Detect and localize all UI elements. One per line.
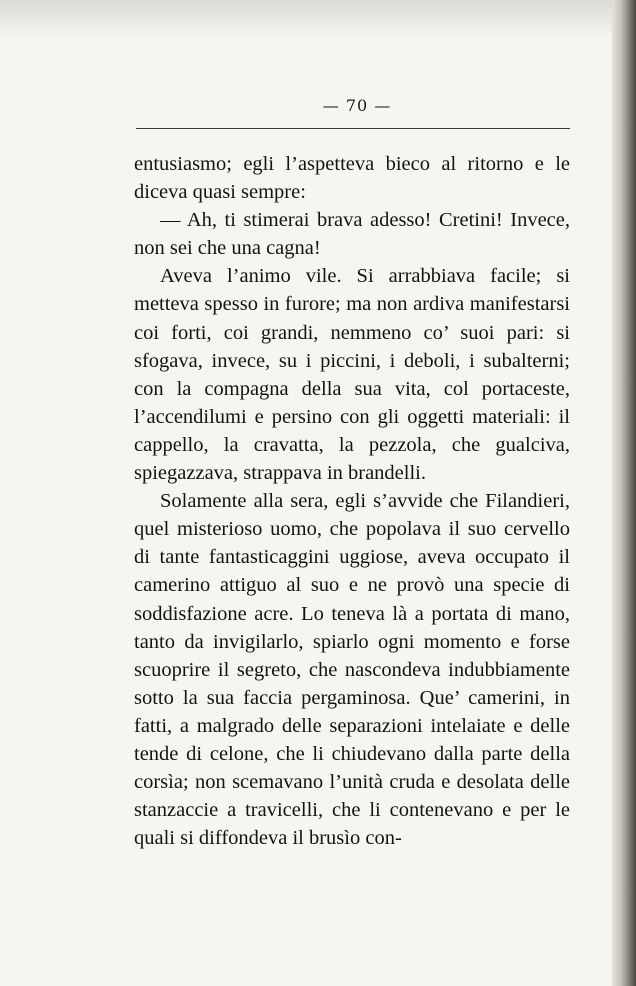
page-number: — 70 — (322, 96, 392, 115)
page-binding-edge (612, 0, 636, 986)
paragraph: Solamente alla sera, egli s’avvide che Filandieri, quel misterioso uomo, che popolava il suo cervello di tante fantasticaggini uggiose, aveva occupato il camerino attiguo al suo e ne provò una specie di soddisfazione acre. Lo teneva là a portata di mano, tanto da invigilarlo, spiarlo ogni momento e forse scuoprire il segreto, che nascondeva indubbiamente sotto la sua faccia pergaminosa. Que’ camerini, in fatti, a malgrado delle separazioni intelaiate e delle tende di celone, che li chiudevano dalla parte della corsìa; non scemavano l’unità cruda e desolata delle stanzaccie a travicelli, che li contenevano e per le quali si diffondeva il brusìo con- (134, 490, 570, 850)
header-rule (136, 128, 570, 129)
body-text (134, 150, 570, 852)
paragraph-dialogue: — Ah, ti stimerai brava adesso! Cretini! Invece, non sei che una cagna! (134, 209, 570, 260)
paragraph-continuation: entusiasmo; egli l’aspetteva bieco al ritorno e le diceva quasi sempre: (134, 153, 570, 204)
paragraph: Aveva l’animo vile. Si arrabbiava facile; si metteva spesso in furore; ma non ardiva manifestarsi coi forti, coi grandi, nemmeno co’ suoi pari: si sfogava, invece, su i piccini, i deboli, i subalterni; con la compagna della sua vita, col portaceste, l’accendilumi e persino con gli oggetti materiali: il cappello, la cravatta, la pezzola, che gualciva, spiegazzava, strappava in brandelli. (134, 265, 570, 485)
page-top-shadow (0, 0, 636, 40)
